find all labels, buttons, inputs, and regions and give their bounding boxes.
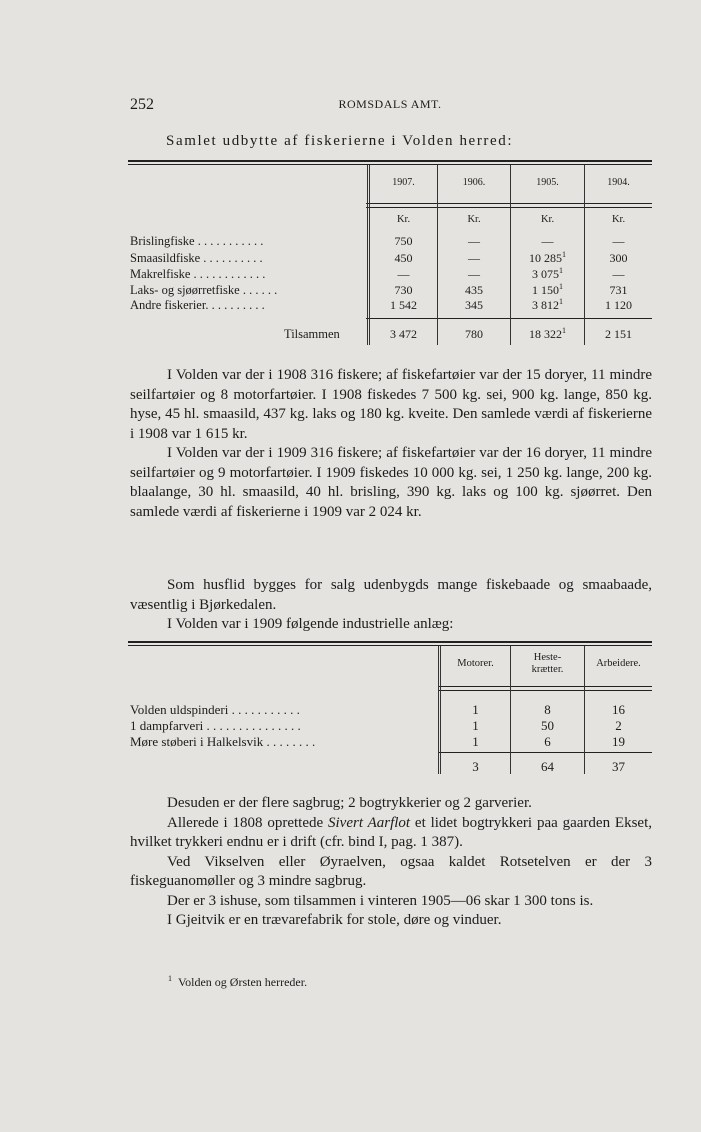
table1-total-cell: 780	[465, 327, 483, 341]
table2-row-label: Møre støberi i Halkelsvik . . . . . . . .	[130, 734, 316, 749]
table2-header-motorer: Motorer.	[457, 658, 494, 669]
text-run: Allerede i 1808 oprettede	[167, 814, 328, 831]
footnote	[168, 975, 307, 990]
table1-row-label: Andre fiskerier. . . . . . . . . .	[130, 298, 265, 312]
fisheries-paragraphs	[130, 366, 652, 522]
table1-cell: 1 $150^1$	[532, 282, 563, 297]
page-number: 252	[130, 96, 154, 113]
table2-vline	[438, 646, 439, 774]
table1-row-label: Makrelfiske . . . . . . . . . . . .	[130, 267, 266, 281]
table1-top-rule	[128, 160, 652, 162]
footnote-mark: 1	[168, 974, 172, 983]
table1-year-header: 1907.	[392, 177, 415, 188]
table1-cell: 10 $285^1$	[529, 250, 566, 265]
table2-header-hestekraefter: Heste-krætter.	[531, 652, 564, 675]
paragraph-industry-intro: I Volden var i 1909 følgende industrielle anlæg:	[167, 616, 454, 632]
table2-cell: 2	[615, 718, 622, 733]
footnote-text: Volden og Ørsten herreder.	[178, 975, 308, 989]
person-name: Sivert Aarflot	[328, 814, 411, 831]
table2-top-rule	[128, 641, 652, 643]
table1-cell: 450	[394, 251, 413, 265]
table2-total-cell: 37	[612, 759, 625, 774]
table1-year-header: 1905.	[536, 177, 559, 188]
table1-cell: 731	[609, 283, 628, 297]
table2-total-rule	[438, 752, 652, 753]
table1-total-cell: 2 151	[605, 327, 632, 341]
table1-cell: 750	[394, 234, 413, 248]
paragraph-gjeitvik: I Gjeitvik er en trævarefabrik for stole, døre og vinduer.	[167, 912, 502, 928]
table1-cell: —	[468, 267, 480, 281]
industry-intro-paragraphs	[130, 576, 652, 635]
text-run: et lidet bogtrykkeri paa gaarden Ekset, hvilket trykkeri endnu er i drift (cfr. bind I, pag. 1 387).	[130, 814, 652, 850]
paragraph-1909: I Volden var der i 1909 316 fiskere; af fiskefartøier var der 16 doryer, 11 mindre seilfartøier og 9 motorfartøier. I 1909 fiskedes 10 000 kg. sei, 1 250 kg. lange, 200 kg. blaalange, 30 hl. smaasild, 40 hl. brisling, 390 kg. laks og 100 kg. sjøørret. Den samlede værdi af fiskerierne i 1909 var 2 024 kr.	[130, 445, 652, 520]
paragraph-husflid: Som husflid bygges for salg udenbygds mange fiskebaade og smaabaade, væsentlig i Bjørkedalen.	[130, 577, 652, 613]
table2-cell: 6	[544, 734, 551, 749]
paragraph-vikselven: Ved Vikselven eller Øyraelven, ogsaa kaldet Rotsetelven er der 3 fiskeguanomøller og 3 mindre sagbrug.	[130, 853, 652, 889]
table1-year-header: 1906.	[462, 177, 486, 188]
table2-cell: 8	[544, 702, 551, 717]
table1-row-label: Brislingfiske . . . . . . . . . . .	[130, 234, 264, 248]
table2-cell: 1	[472, 734, 479, 749]
table1-cell: 1 120	[605, 298, 632, 312]
table1-unit-label: Kr.	[396, 214, 411, 225]
table1-top-rule-2	[128, 164, 652, 165]
running-head: ROMSDALS AMT.	[338, 97, 442, 111]
table1-cell: —	[612, 267, 625, 281]
table2-row-label: 1 dampfarveri . . . . . . . . . . . . . . .	[130, 718, 301, 733]
table2-header-rule-2	[438, 690, 652, 691]
table2-header-arbeidere: Arbeidere.	[596, 658, 641, 669]
table2-total-cell: 64	[541, 759, 554, 774]
table1-cell: —	[397, 267, 410, 281]
table1-cell: —	[612, 234, 625, 248]
table1-row-label: Smaasildfiske . . . . . . . . . .	[130, 251, 263, 265]
table2-cell: 16	[612, 702, 625, 717]
table2-header-rule	[438, 686, 652, 687]
table1-row-label: Laks- og sjøørretfiske . . . . . .	[130, 283, 278, 297]
paragraph-ishuse: Der er 3 ishuse, som tilsammen i vinteren 1905—06 skar 1 300 tons is.	[167, 892, 594, 909]
table1-header-rule-2	[366, 207, 652, 208]
table1-vline	[367, 165, 368, 345]
table1-cell: 730	[394, 283, 413, 297]
table1-total-rule	[366, 318, 652, 319]
table1-header-rule	[366, 203, 652, 204]
table1-unit-label: Kr.	[611, 214, 626, 225]
table1-cell: 1 542	[390, 298, 417, 312]
paragraph-sagbrug: Desuden er der flere sagbrug; 2 bogtrykkerier og 2 garverier.	[167, 795, 532, 811]
closing-paragraphs	[130, 794, 652, 931]
paragraph-bogtrykkeri	[130, 814, 652, 853]
table2-top-rule-2	[128, 645, 652, 646]
table1-unit-label: Kr.	[540, 214, 555, 225]
paragraph-1908: I Volden var der i 1908 316 fiskere; af fiskefartøier var der 15 doryer, 11 mindre seilfartøier og 8 motorfartøier. I 1908 fiskedes 7 500 kg. sei, 900 kg. lange, 850 kg. hyse, 45 hl. smaasild, 437 kg. laks og 180 kg. kveite. Den samlede værdi af fiskerierne i 1908 var 1 615 kr.	[130, 367, 652, 442]
table1-year-header: 1904.	[607, 177, 630, 188]
table1-cell: —	[468, 251, 480, 265]
table2-total-cell: 3	[472, 759, 479, 774]
table1-cell: 3 $075^1$	[532, 266, 563, 281]
table1-cell: 3 $812^1$	[532, 297, 563, 312]
table2-cell: 50	[541, 718, 554, 733]
table1-total-cell: 18 $322^1$	[529, 326, 566, 341]
table1-cell: 435	[465, 283, 483, 297]
table1-cell: —	[541, 234, 554, 248]
table1-caption: Samlet udbytte af fiskerierne i Volden herred:	[166, 133, 514, 149]
table2-cell: 1	[472, 702, 479, 717]
table2-row-label: Volden uldspinderi . . . . . . . . . . .	[130, 702, 300, 717]
table1-total-label: Tilsammen	[284, 327, 340, 341]
table2-cell: 19	[612, 734, 625, 749]
table2-cell: 1	[472, 718, 479, 733]
table1-unit-label: Kr.	[467, 214, 481, 225]
table1-total-cell: 3 472	[390, 327, 417, 341]
table1-cell: 300	[609, 251, 628, 265]
table1-cell: 345	[465, 298, 483, 312]
table1-cell: —	[468, 234, 480, 248]
